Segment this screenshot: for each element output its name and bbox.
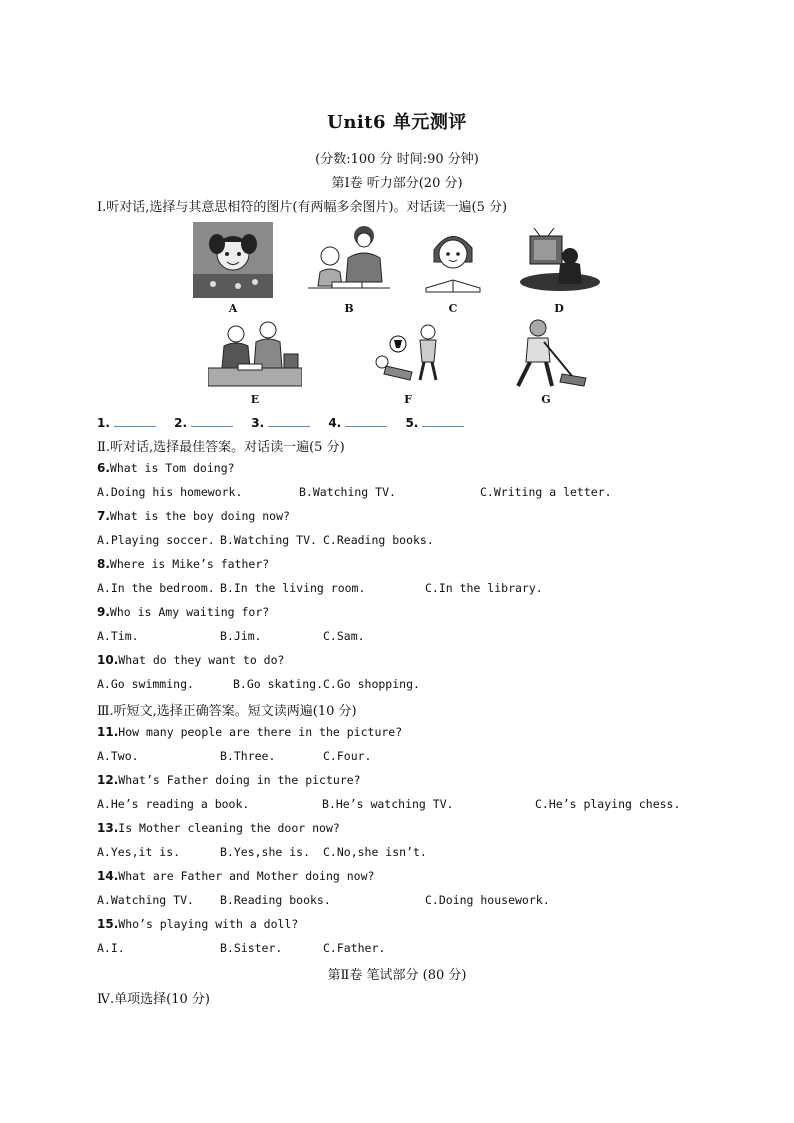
question-number: 15. [97, 917, 119, 931]
answer-blanks [97, 414, 478, 430]
question-10 [97, 653, 284, 667]
picture-b [308, 222, 390, 298]
question-12 [97, 773, 361, 787]
question-number: 13. [97, 821, 119, 835]
option-b[interactable]: B.Watching TV. [220, 533, 317, 547]
answer-blank-2[interactable] [191, 414, 233, 427]
question-text: Where is Mike’s father? [109, 557, 270, 571]
option-a[interactable]: A.In the bedroom. [97, 581, 215, 595]
option-c[interactable]: C.He’s playing chess. [535, 797, 681, 811]
section2-instruction: Ⅱ.听对话,选择最佳答案。对话读一遍(5 分) [97, 440, 345, 455]
question-8 [97, 557, 269, 571]
child-watching-tv-icon [518, 226, 602, 294]
option-a[interactable]: A.Go swimming. [97, 677, 194, 691]
option-b[interactable]: B.Reading books. [220, 893, 331, 907]
question-7 [97, 509, 290, 523]
picture-label: A [228, 302, 238, 315]
picture-g [506, 318, 590, 390]
option-c[interactable]: C.In the library. [425, 581, 543, 595]
option-c[interactable]: C.Writing a letter. [480, 485, 612, 499]
girl-reading-icon [420, 222, 486, 294]
option-c[interactable]: C.No,she isn’t. [323, 845, 427, 859]
picture-c [420, 222, 486, 294]
option-c[interactable]: C.Sam. [323, 629, 365, 643]
option-c[interactable]: C.Four. [323, 749, 372, 763]
blank-label: 5. [405, 416, 419, 430]
option-b[interactable]: B.Jim. [220, 629, 262, 643]
option-b[interactable]: B.Sister. [220, 941, 283, 955]
person-mopping-icon [506, 318, 590, 390]
option-b[interactable]: B.Watching TV. [299, 485, 396, 499]
picture-label: G [541, 393, 551, 406]
question-text: Is Mother cleaning the door now? [118, 821, 340, 835]
blank-label: 2. [174, 416, 188, 430]
picture-a [193, 222, 273, 298]
boys-playing-soccer-icon [370, 322, 450, 386]
blank-label: 4. [328, 416, 342, 430]
question-text: What are Father and Mother doing now? [118, 869, 375, 883]
girl-eating-icon [193, 222, 273, 298]
option-b[interactable]: B.He’s watching TV. [322, 797, 454, 811]
question-number: 9. [97, 605, 110, 619]
question-text: What do they want to do? [118, 653, 285, 667]
part1-header: 第Ⅰ卷 听力部分(20 分) [331, 176, 463, 191]
question-6 [97, 461, 235, 475]
question-text: What is the boy doing now? [109, 509, 290, 523]
question-13 [97, 821, 340, 835]
question-number: 7. [97, 509, 110, 523]
question-number: 11. [97, 725, 119, 739]
option-c[interactable]: C.Reading books. [323, 533, 434, 547]
question-number: 10. [97, 653, 119, 667]
option-a[interactable]: A.Watching TV. [97, 893, 194, 907]
option-b[interactable]: B.Three. [220, 749, 276, 763]
blank-label: 3. [251, 416, 265, 430]
question-text: How many people are there in the picture? [118, 725, 403, 739]
section1-instruction: Ⅰ.听对话,选择与其意思相符的图片(有两幅多余图片)。对话读一遍(5 分) [97, 200, 508, 215]
picture-label: F [404, 393, 412, 406]
question-text: What is Tom doing? [109, 461, 235, 475]
option-b[interactable]: B.In the living room. [220, 581, 366, 595]
picture-label: C [448, 302, 458, 315]
blank-label: 1. [97, 416, 110, 430]
question-text: Who is Amy waiting for? [109, 605, 270, 619]
option-b[interactable]: B.Go skating. [233, 677, 324, 691]
option-a[interactable]: A.He’s reading a book. [97, 797, 250, 811]
answer-blank-5[interactable] [422, 414, 464, 427]
question-number: 6. [97, 461, 110, 475]
question-number: 14. [97, 869, 119, 883]
question-15 [97, 917, 298, 931]
option-a[interactable]: A.I. [97, 941, 125, 955]
question-9 [97, 605, 269, 619]
option-c[interactable]: C.Father. [323, 941, 386, 955]
part2-header: 第Ⅱ卷 笔试部分 (80 分) [327, 968, 467, 983]
option-c[interactable]: C.Go shopping. [323, 677, 420, 691]
picture-f [370, 322, 450, 386]
answer-blank-4[interactable] [345, 414, 387, 427]
option-a[interactable]: A.Two. [97, 749, 139, 763]
answer-blank-3[interactable] [268, 414, 310, 427]
picture-label: E [250, 393, 260, 406]
question-14 [97, 869, 374, 883]
picture-e [208, 320, 302, 390]
picture-label: B [344, 302, 354, 315]
picture-label: D [554, 302, 564, 315]
answer-blank-1[interactable] [114, 414, 156, 427]
option-a[interactable]: A.Yes,it is. [97, 845, 181, 859]
question-11 [97, 725, 402, 739]
question-number: 12. [97, 773, 119, 787]
teacher-student-icon [308, 222, 390, 298]
option-a[interactable]: A.Playing soccer. [97, 533, 215, 547]
question-text: What’s Father doing in the picture? [118, 773, 361, 787]
page-title: Unit6 单元测评 [327, 112, 467, 133]
option-b[interactable]: B.Yes,she is. [220, 845, 311, 859]
section3-instruction: Ⅲ.听短文,选择正确答案。短文读两遍(10 分) [97, 704, 357, 719]
option-a[interactable]: A.Tim. [97, 629, 139, 643]
question-number: 8. [97, 557, 110, 571]
question-text: Who’s playing with a doll? [118, 917, 299, 931]
option-c[interactable]: C.Doing housework. [425, 893, 550, 907]
option-a[interactable]: A.Doing his homework. [97, 485, 243, 499]
picture-d [518, 226, 602, 294]
exam-meta: (分数:100 分 时间:90 分钟) [315, 152, 479, 167]
people-at-desk-icon [208, 320, 302, 390]
section4-instruction: Ⅳ.单项选择(10 分) [97, 992, 210, 1007]
